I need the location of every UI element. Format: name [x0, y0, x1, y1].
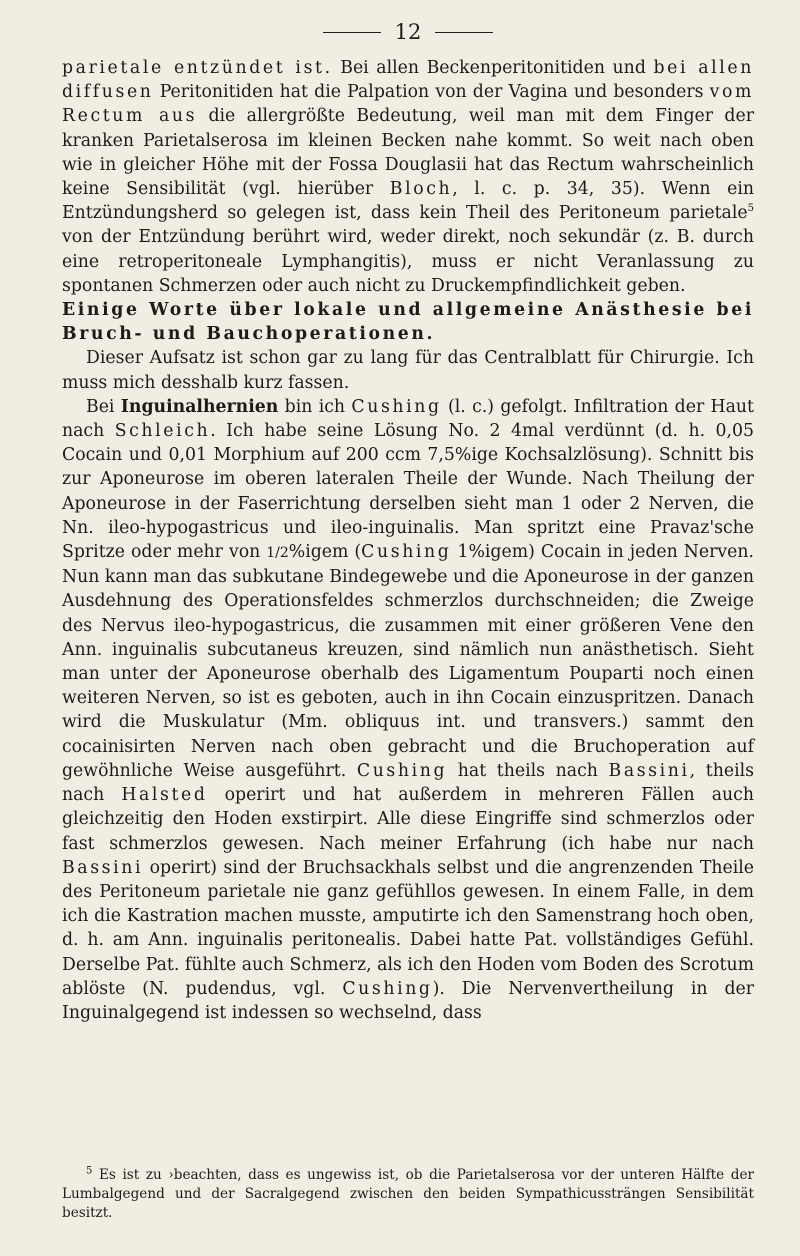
paragraph	[62, 346, 754, 394]
text-run: Inguinalhernien	[120, 396, 279, 417]
text-run: operirt und hat außerdem in mehreren Fällen auch gleichzeitig den Hoden exstirpirt. Alle diese Eingriffe sind schmerzlos oder fast schmerzlos gewesen. Nach meiner Erfahrung (ich habe nur nach	[62, 785, 754, 854]
text-run: Dieser Aufsatz ist schon gar zu lang für das Centralblatt für Chirurgie. Ich muss mich desshalb kurz fassen.	[62, 348, 754, 393]
text-run: operirt) sind der Bruchsackhals selbst und die angrenzenden Theile des Peritoneum parietale nie ganz gefühllos gewesen. In einem Falle, in dem ich die Kastration machen musste, amputirte ich den Samenstrang hoch oben, d. h. am Ann. inguinalis peritonealis. Dabei hatte Pat. vollständiges Gefühl. Derselbe Pat. fühlte auch Schmerz, als ich den Hoden vom Boden des Scrotum ablöste (N. pudendus, vgl.	[62, 857, 754, 999]
text-run: %igem (	[288, 542, 362, 563]
footnote-text: Es ist zu ›beachten, dass es ungewiss ist, ob die Parietalserosa vor der unteren Hälfte der Lumbalgegend und der Sacralgegend zwischen den beiden Sympathicussträngen Sensibilität besitzt.	[62, 1167, 754, 1221]
text-run: Bloch	[389, 179, 453, 200]
text-run: Bassini	[608, 760, 690, 781]
section-heading	[62, 298, 754, 346]
footnote-ref: 5	[747, 203, 754, 215]
footnote-marker: 5	[86, 1165, 93, 1177]
text-run: Cushing	[356, 760, 448, 781]
text-run: Cushing	[342, 978, 433, 999]
text-run: , l. c. p. 34, 35). Wenn ein Entzündungsherd so gelegen ist, dass kein Theil des Peritoneum parietale	[62, 179, 754, 224]
text-run: hat theils nach	[447, 760, 609, 781]
header-rule-right	[435, 32, 493, 33]
page-header	[62, 20, 754, 44]
paragraph	[62, 56, 754, 298]
text-run: 1%igem) Cocain in jeden Nerven. Nun kann man das subkutane Bindegewebe und die Aponeurose in der ganzen Ausdehnung des Operationsfeldes schmerzlos durchschneiden; die Zweige des Nervus ileo-hypogastricus, die zusammen mit einer größeren Vene den Ann. inguinalis subcutaneus kreuzen, sind nämlich nun anästhetisch. Sieht man unter der Aponeurose oberhalb des Ligamentum Pouparti noch einen weiteren Nerven, so ist es geboten, auch in ihn Cocain einzuspritzen. Danach wird die Muskulatur (Mm. obliquus int. und transvers.) sammt den cocainisirten Nerven nach oben gebracht und die Bruchoperation auf gewöhnliche Weise ausgeführt.	[62, 542, 754, 781]
text-run: 1/2	[266, 545, 289, 562]
text-run: , theils nach	[62, 760, 754, 806]
text-run: bin ich	[278, 396, 352, 417]
text-run: parietale entzündet ist.	[62, 58, 333, 78]
text-run: von der Entzündung berührt wird, weder direkt, noch sekundär (z. B. durch eine retroperitoneale Lymphangitis), muss er nicht Veranlassung zu spontanen Schmerzen oder auch nicht zu Druckempfindlichkeit geben.	[62, 227, 754, 296]
text-run: (l. c.) gefolgt. Infiltration der Haut nach	[62, 396, 754, 442]
text-run: vom Rectum aus	[62, 82, 754, 127]
text-run: Bei	[86, 396, 121, 417]
text-run: Bassini	[62, 857, 144, 878]
text-run: Einige Worte über lokale und allgemeine Anästhesie bei Bruch- und Bauchoperationen.	[62, 300, 754, 345]
text-run: Cushing	[351, 396, 442, 417]
body-text	[62, 56, 754, 1025]
text-run: Bei allen Beckenperitonitiden und	[332, 58, 654, 78]
footnote	[62, 1166, 754, 1223]
page-number: 12	[394, 20, 422, 44]
text-run: Peritonitiden hat die Palpation von der Vagina und besonders	[153, 82, 710, 103]
text-run: bei allen diffusen	[62, 58, 754, 103]
text-run: Schleich	[114, 421, 211, 442]
text-run: die allergrößte Bedeutung, weil man mit dem Finger der kranken Parietalserosa im kleinen Becken nahe kommt. So weit nach oben wie in gleicher Höhe mit der Fossa Douglasii hat das Rectum wahrscheinlich keine Sensibilität (vgl. hierüber	[62, 106, 754, 200]
text-run: ). Die Nervenvertheilung in der Inguinalgegend ist indessen so wechselnd, dass	[62, 978, 755, 1023]
text-run: . Ich habe seine Lösung No. 2 4mal verdünnt (d. h. 0,05 Cocain und 0,01 Morphium auf 200 ccm 7,5%ige Kochsalzlösung). Schnitt bis zur Aponeurose im oberen lateralen Theile der Wunde. Nach Theilung der Aponeurose in der Faserrichtung derselben sieht man 1 oder 2 Nerven, die Nn. ileo-hypogastricus und ileo-inguinalis. Man spritzt eine Pravaz'sche Spritze oder mehr von	[62, 421, 754, 563]
header-rule-left	[323, 32, 381, 33]
text-run: Halsted	[121, 785, 208, 806]
paragraph	[62, 395, 754, 1025]
text-run: Cushing	[361, 542, 452, 563]
